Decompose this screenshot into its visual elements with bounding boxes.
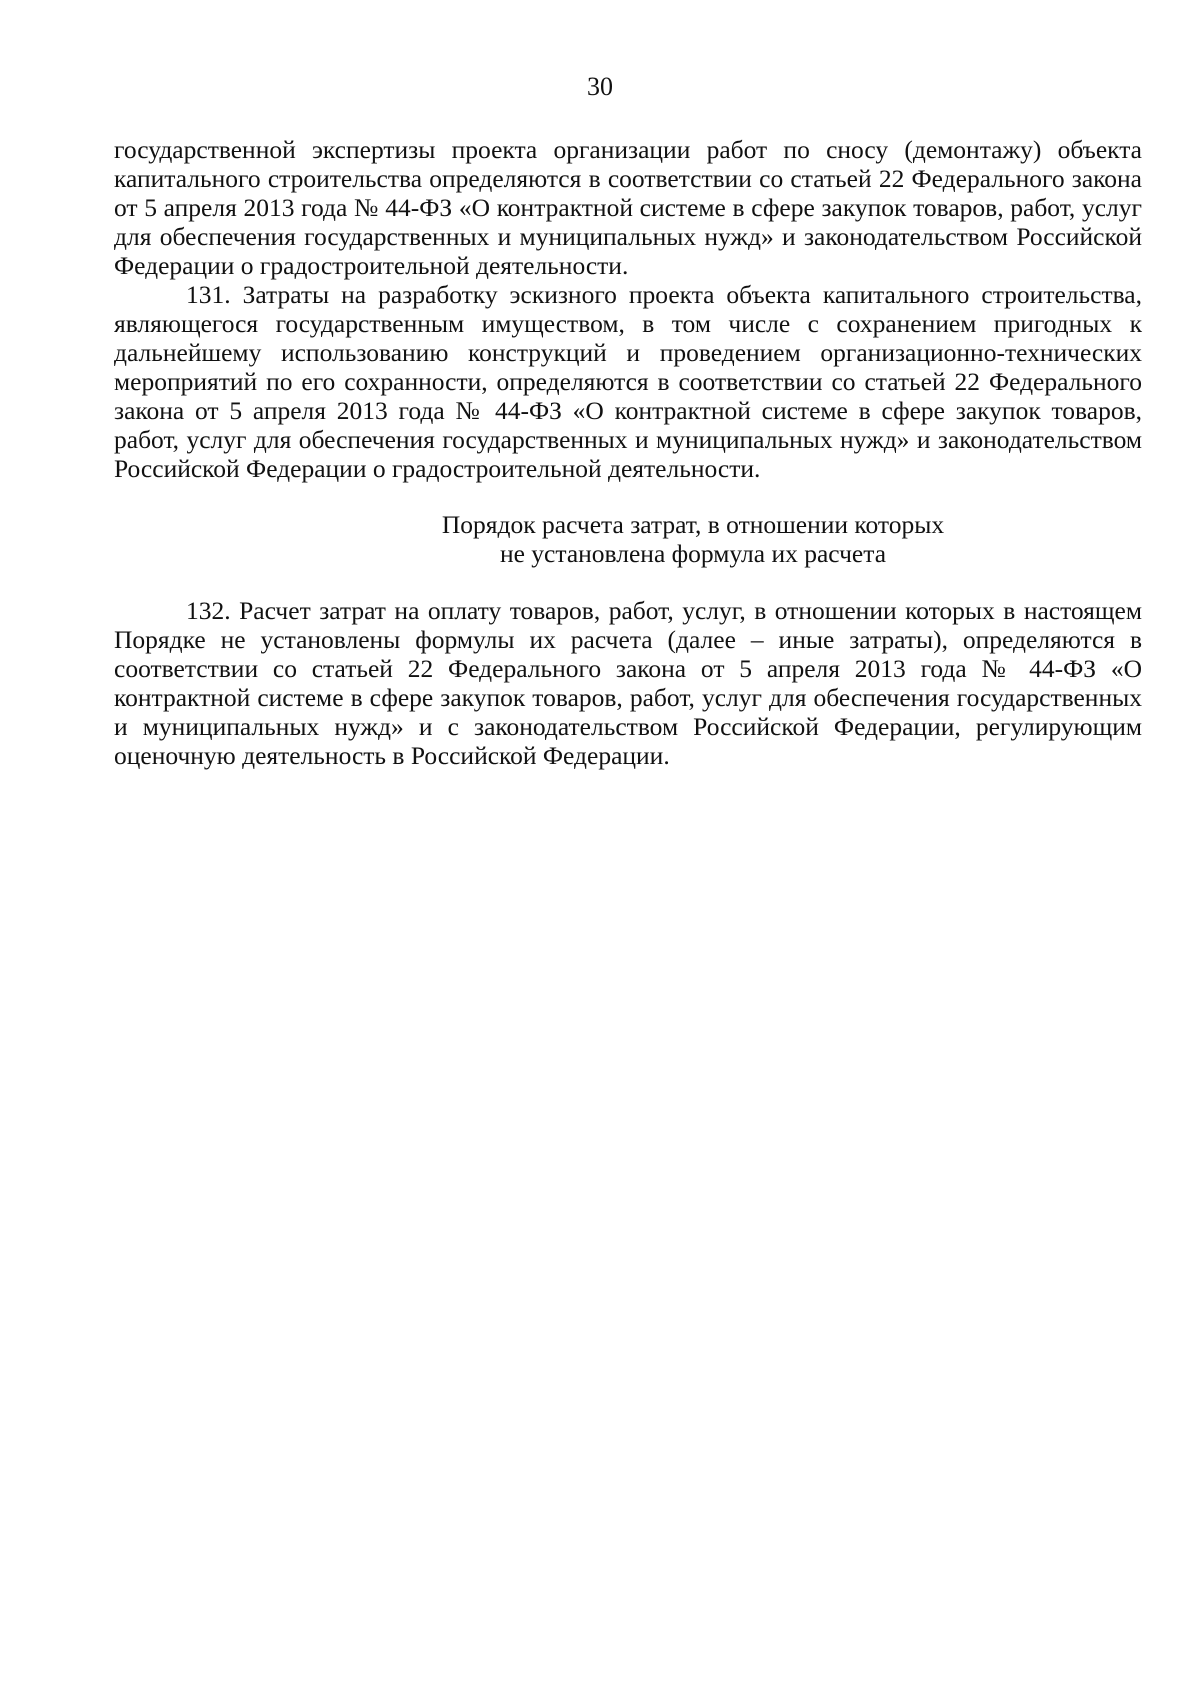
document-body — [114, 135, 1142, 770]
section-heading — [114, 510, 1142, 568]
paragraph-continuation: государственной экспертизы проекта организации работ по сносу (демонтажу) объекта капитального строительства определяются в соответствии со статьей 22 Федерального закона от 5 апреля 2013 года № 44-ФЗ «О контрактной системе в сфере закупок товаров, работ, услуг для обеспечения государственных и муниципальных нужд» и законодательством Российской Федерации о градостроительной деятельности. — [114, 135, 1142, 280]
paragraph-132: 132. Расчет затрат на оплату товаров, работ, услуг, в отношении которых в настоящем Порядке не установлены формулы их расчета (далее – иные затраты), определяются в соответствии со статьей 22 Федерального закона от 5 апреля 2013 года № 44-ФЗ «О контрактной системе в сфере закупок товаров, работ, услуг для обеспечения государственных и муниципальных нужд» и с законодательством Российской Федерации, регулирующим оценочную деятельность в Российской Федерации. — [114, 596, 1142, 770]
section-heading-line-1: Порядок расчета затрат, в отношении которых — [441, 510, 945, 539]
paragraph-131: 131. Затраты на разработку эскизного проекта объекта капитального строительства, являющегося государственным имуществом, в том числе с сохранением пригодных к дальнейшему использованию конструкций и проведением организационно-технических мероприятий по его сохранности, определяются в соответствии со статьей 22 Федерального закона от 5 апреля 2013 года № 44-ФЗ «О контрактной системе в сфере закупок товаров, работ, услуг для обеспечения государственных и муниципальных нужд» и законодательством Российской Федерации о градостроительной деятельности. — [114, 280, 1142, 483]
section-heading-line-2: не установлена формула их расчета — [499, 539, 887, 568]
page-number: 30 — [587, 72, 613, 101]
